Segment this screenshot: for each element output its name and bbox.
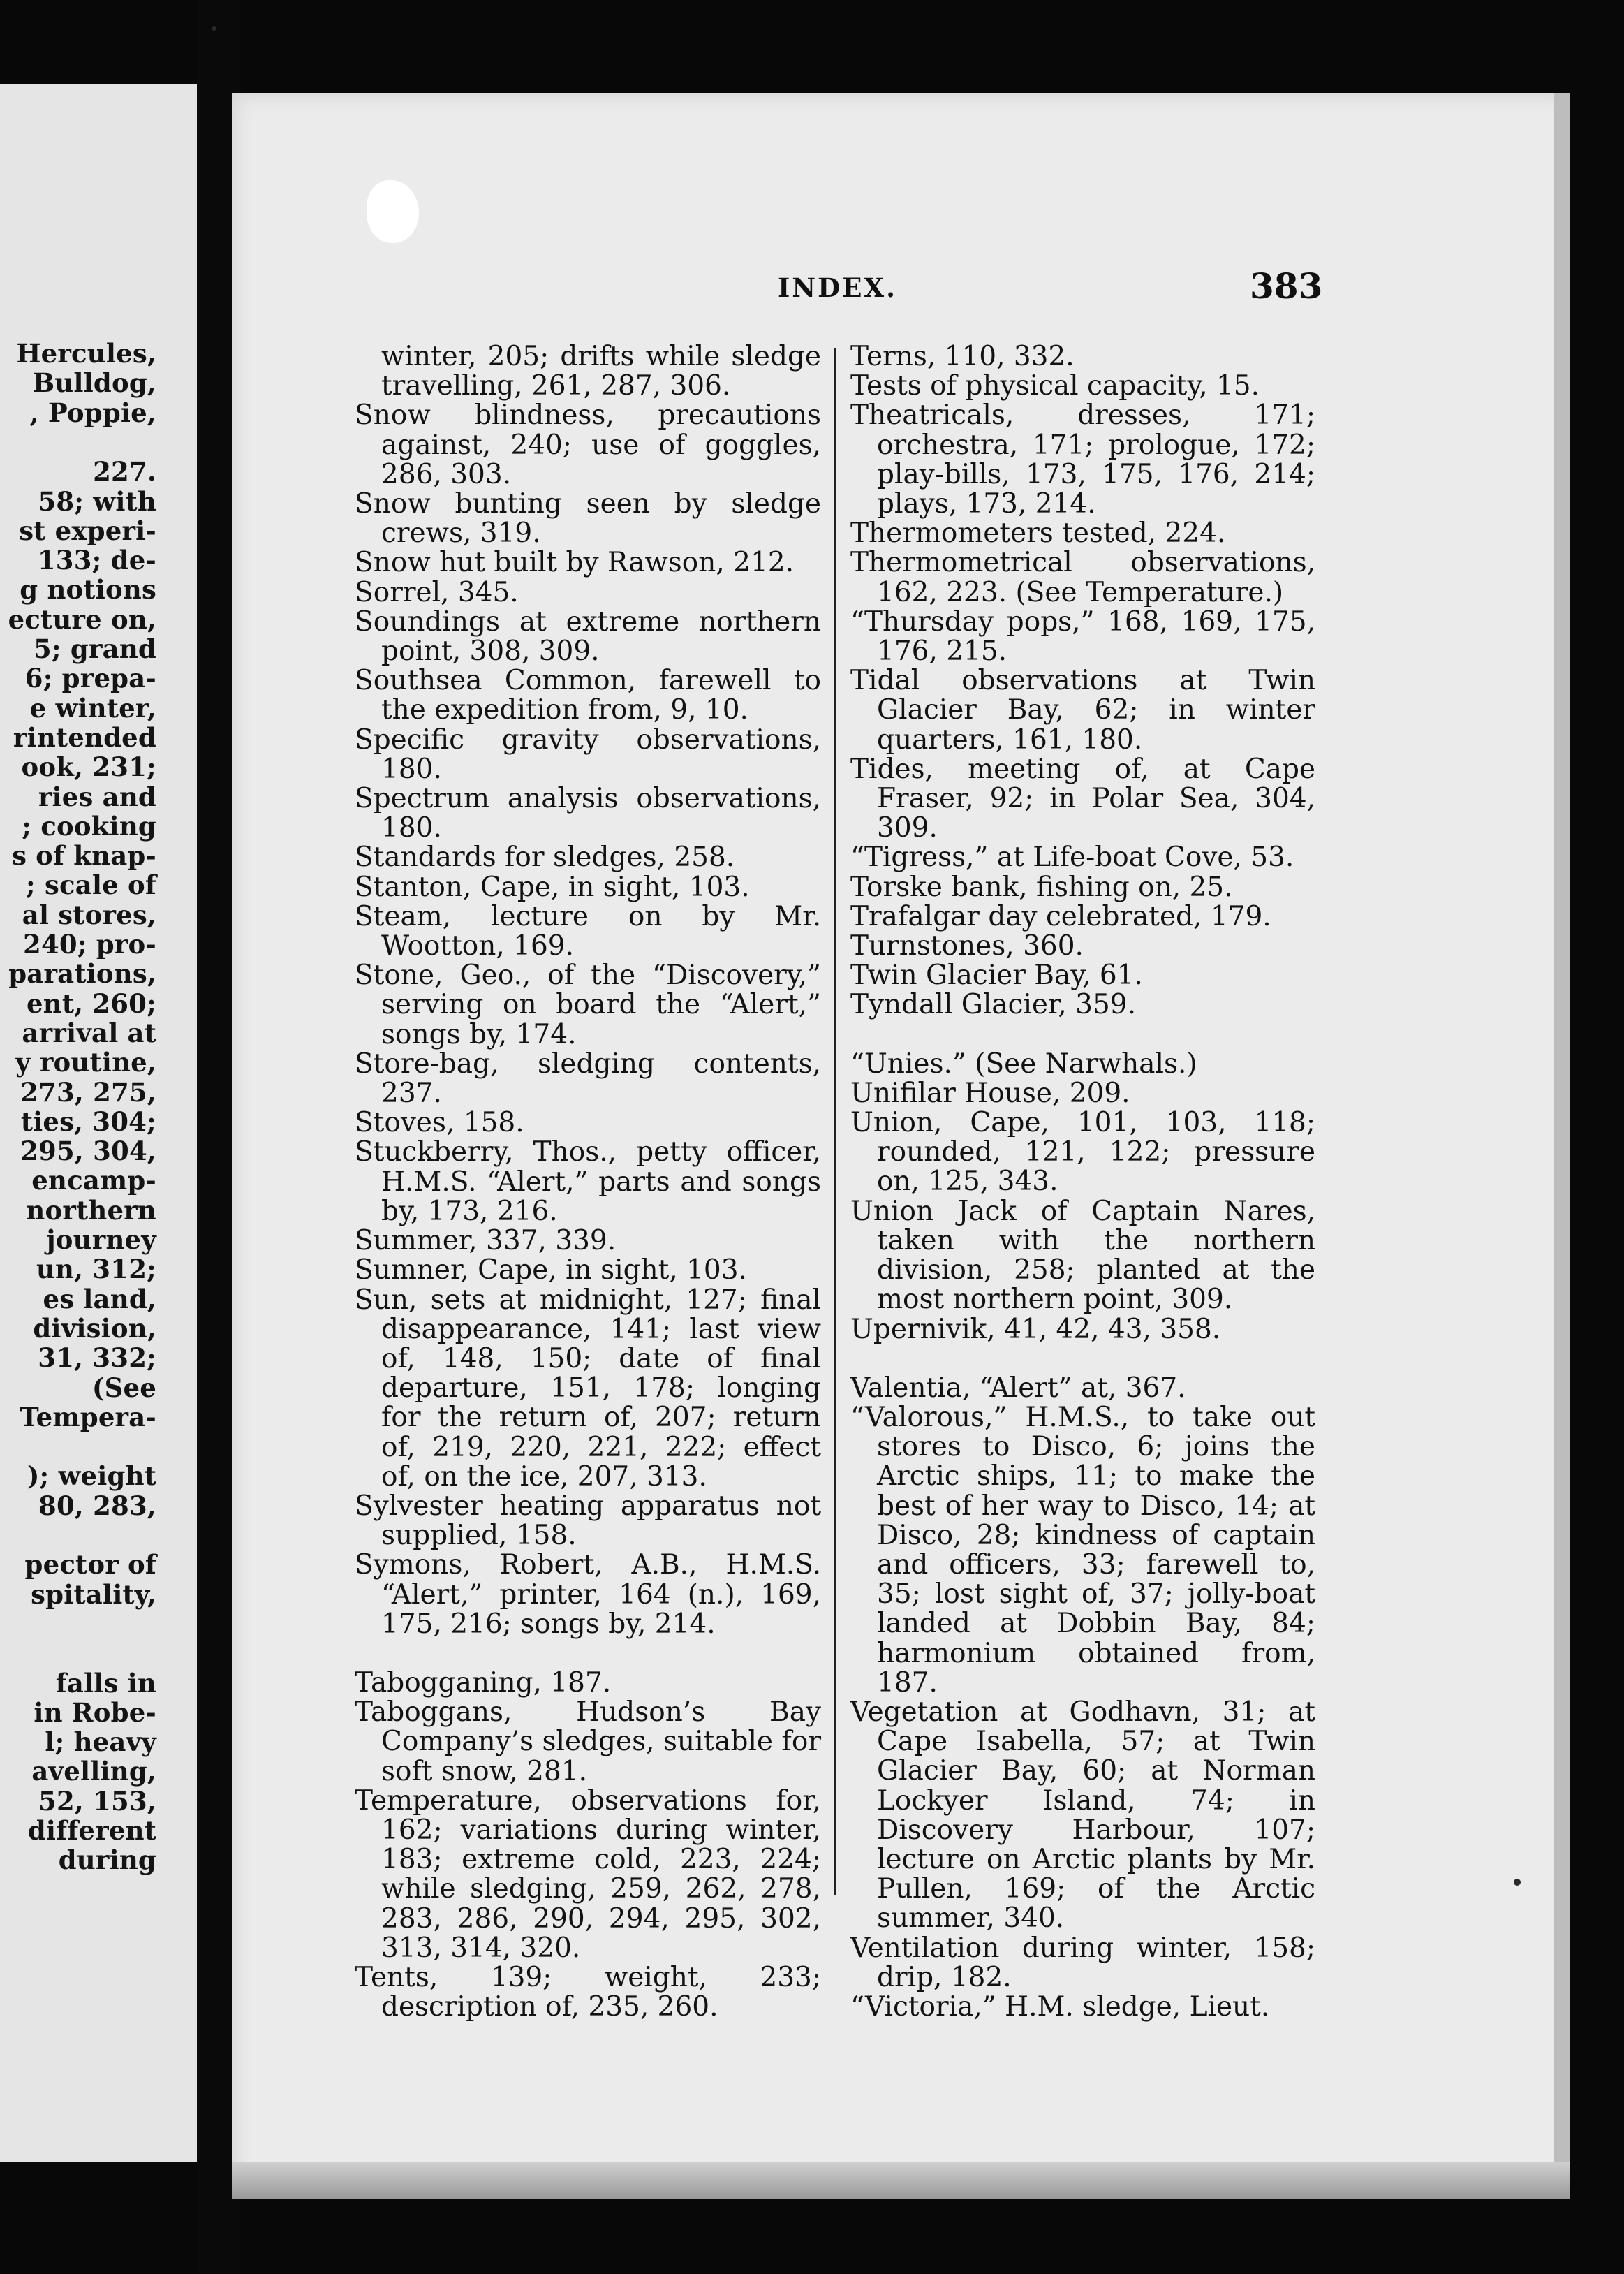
previous-page-line: pector of: [24, 1549, 156, 1580]
previous-page-line: un, 312;: [36, 1254, 156, 1285]
index-entry: winter, 205; drifts while sledge travelling, 261, 287, 306.: [381, 341, 821, 402]
previous-page-line: 295, 304,: [20, 1136, 156, 1167]
previous-page-line: st experi-: [19, 515, 156, 546]
ink-speck: [1514, 1879, 1521, 1886]
previous-page-fragment: [0, 84, 197, 2162]
previous-page-line: l; heavy: [45, 1726, 156, 1758]
index-entry: Tidal observations at Twin Glacier Bay, 62; in winter quarters, 161, 180.: [850, 665, 1315, 756]
previous-page-line: during: [58, 1844, 156, 1876]
previous-page-line: Hercules,: [16, 338, 156, 369]
index-entry: Spectrum analysis observations, 180.: [355, 783, 821, 844]
index-entry: Torske bank, fishing on, 25.: [850, 871, 1233, 903]
running-header: INDEX.: [778, 272, 898, 303]
previous-page-line: ook, 231;: [21, 751, 156, 783]
index-entry: Sorrel, 345.: [355, 576, 519, 608]
paper-blemish: [367, 180, 419, 243]
index-entry: Snow blindness, precautions against, 240; use of goggles, 286, 303.: [355, 399, 821, 490]
previous-page-line: ent, 260;: [27, 988, 156, 1019]
index-entry: Ventilation during winter, 158; drip, 182.: [850, 1932, 1315, 1993]
previous-page-line: (See: [91, 1372, 156, 1403]
index-entry: Southsea Common, farewell to the expedition from, 9, 10.: [355, 665, 821, 726]
index-entry: “Valorous,” H.M.S., to take out stores to Disco, 6; joins the Arctic ships, 11; to make the best of her way to Disco, 14; at Disco, 28; kindness of captain and officers, 33; farewell to, 35; lost sight of, 37; jolly-boat landed at Dobbin Bay, 84; harmonium obtained from, 187.: [850, 1401, 1315, 1699]
previous-page-line: y routine,: [15, 1047, 156, 1078]
ink-speck: [212, 26, 216, 31]
column-divider: [834, 348, 836, 1895]
index-entry: Sylvester heating apparatus not supplied, 158.: [355, 1490, 821, 1552]
index-entry: Stone, Geo., of the “Discovery,” serving on board the “Alert,” songs by, 174.: [355, 960, 821, 1050]
index-entry: Temperature, observations for, 162; variations during winter, 183; extreme cold, 223, 224; while sledging, 259, 262, 278, 283, 286, 290, 294, 295, 302, 313, 314, 320.: [355, 1784, 821, 1964]
previous-page-line: al stores,: [22, 899, 156, 930]
index-entry: Standards for sledges, 258.: [355, 842, 735, 874]
index-entry: Store-bag, sledging contents, 237.: [355, 1048, 821, 1110]
previous-page-line: e winter,: [29, 692, 156, 724]
index-entry: “Unies.” (See Narwhals.): [850, 1048, 1197, 1080]
previous-page-line: different: [27, 1815, 156, 1846]
index-entry: Thermometrical observations, 162, 223. (See Temperature.): [850, 547, 1315, 608]
index-column-left: [355, 342, 821, 2022]
section-gap: [355, 1639, 821, 1668]
index-entry: Terns, 110, 332.: [850, 341, 1075, 372]
previous-page-line: northern: [26, 1194, 156, 1226]
section-gap: [850, 1020, 1315, 1050]
index-entry: Summer, 337, 339.: [355, 1225, 617, 1257]
index-entry: Sun, sets at midnight, 127; final disappearance, 141; last view of, 148, 150; date of final departure, 151, 178; longing for the return of, 207; return of, 219, 220, 221, 222; effect of, on the ice, 207, 313.: [355, 1284, 821, 1492]
index-entry: Steam, lecture on by Mr. Wootton, 169.: [355, 900, 821, 962]
previous-page-line: , Poppie,: [29, 397, 156, 428]
index-entry: Stuckberry, Thos., petty officer, H.M.S. “Alert,” parts and songs by, 173, 216.: [355, 1136, 821, 1227]
page-number: 383: [1250, 265, 1323, 307]
previous-page-line: es land,: [43, 1283, 156, 1314]
previous-page-line: g notions: [20, 574, 156, 606]
index-entry: Tents, 139; weight, 233; description of, 235, 260.: [355, 1961, 821, 2023]
previous-page-line: division,: [33, 1312, 156, 1344]
index-entry: Tyndall Glacier, 359.: [850, 989, 1136, 1021]
previous-page-line: 133; de-: [37, 545, 156, 576]
index-entry: Symons, Robert, A.B., H.M.S. “Alert,” printer, 164 (n.), 169, 175, 216; songs by, 214.: [355, 1549, 821, 1640]
index-entry: Union, Cape, 101, 103, 118; rounded, 121, 122; pressure on, 125, 343.: [850, 1107, 1315, 1198]
index-entry: Snow hut built by Rawson, 212.: [355, 547, 795, 579]
index-entry: Soundings at extreme northern point, 308, 309.: [355, 606, 821, 668]
page-bottom-shadow: [232, 2162, 1570, 2199]
previous-page-line: 31, 332;: [38, 1342, 156, 1374]
previous-page-line: 58; with: [38, 485, 156, 517]
previous-page-line: 52, 153,: [38, 1785, 156, 1817]
index-entry: Trafalgar day celebrated, 179.: [850, 900, 1271, 932]
index-entry: Thermometers tested, 224.: [850, 518, 1226, 550]
previous-page-line: 227.: [93, 456, 156, 487]
previous-page-line: ); weight: [27, 1460, 156, 1492]
index-entry: Theatricals, dresses, 171; orchestra, 171; prologue, 172; play-bills, 173, 175, 176, 214; plays, 173, 214.: [850, 399, 1315, 520]
index-entry: Tests of physical capacity, 15.: [850, 370, 1260, 402]
previous-page-line: parations,: [8, 958, 156, 990]
section-gap: [850, 1344, 1315, 1374]
previous-page-line: falls in: [55, 1667, 156, 1699]
previous-page-line: s of knap-: [12, 840, 156, 872]
index-entry: “Victoria,” H.M. sledge, Lieut.: [850, 1990, 1270, 2023]
previous-page-line: encamp-: [31, 1165, 156, 1196]
previous-page-line: 5; grand: [34, 633, 156, 664]
previous-page-line: 240; pro-: [23, 929, 156, 960]
previous-page-line: ; cooking: [22, 810, 156, 842]
index-entry: Tides, meeting of, at Cape Fraser, 92; in Polar Sea, 304, 309.: [850, 753, 1315, 844]
index-entry: Twin Glacier Bay, 61.: [850, 960, 1143, 992]
previous-page-line: 80, 283,: [38, 1490, 156, 1521]
previous-page-line: in Robe-: [34, 1696, 156, 1728]
previous-page-line: ties, 304;: [20, 1106, 156, 1137]
index-entry: Sumner, Cape, in sight, 103.: [355, 1254, 747, 1286]
previous-page-line: Tempera-: [20, 1401, 156, 1432]
index-entry: Unifilar House, 209.: [850, 1077, 1130, 1109]
index-entry: Turnstones, 360.: [850, 930, 1084, 962]
previous-page-line: ries and: [38, 781, 156, 812]
index-entry: Taboggans, Hudson’s Bay Company’s sledges, suitable for soft snow, 281.: [355, 1696, 821, 1787]
index-entry: Valentia, “Alert” at, 367.: [850, 1372, 1186, 1404]
index-entry: “Thursday pops,” 168, 169, 175, 176, 215.: [850, 606, 1315, 668]
previous-page-line: rintended: [13, 721, 156, 753]
previous-page-line: avelling,: [31, 1756, 156, 1787]
previous-page-line: spitality,: [31, 1578, 156, 1610]
index-entry: “Tigress,” at Life-boat Cove, 53.: [850, 842, 1294, 874]
index-entry: Tabogganing, 187.: [355, 1666, 612, 1699]
previous-page-line: journey: [46, 1224, 156, 1255]
index-entry: Specific gravity observations, 180.: [355, 724, 821, 785]
index-entry: Stoves, 158.: [355, 1107, 524, 1139]
previous-page-line: Bulldog,: [32, 367, 156, 399]
previous-page-line: ecture on,: [8, 603, 156, 635]
index-column-right: [850, 342, 1315, 2022]
page-edge: [1554, 93, 1570, 2199]
previous-page-line: ; scale of: [26, 870, 156, 901]
index-entry: Snow bunting seen by sledge crews, 319.: [355, 488, 821, 550]
index-entry: Upernivik, 41, 42, 43, 358.: [850, 1313, 1221, 1345]
previous-page-line: 273, 275,: [20, 1076, 156, 1108]
index-entry: Stanton, Cape, in sight, 103.: [355, 871, 750, 903]
previous-page-line: arrival at: [22, 1017, 156, 1048]
index-entry: Vegetation at Godhavn, 31; at Cape Isabella, 57; at Twin Glacier Bay, 60; at Norman Lockyer Island, 74; in Discovery Harbour, 107; lecture on Arctic plants by Mr. Pullen, 169; of the Arctic summer, 340.: [850, 1696, 1315, 1935]
previous-page-line: 6; prepa-: [24, 663, 156, 694]
index-entry: Union Jack of Captain Nares, taken with the northern division, 258; planted at the most northern point, 309.: [850, 1195, 1315, 1316]
